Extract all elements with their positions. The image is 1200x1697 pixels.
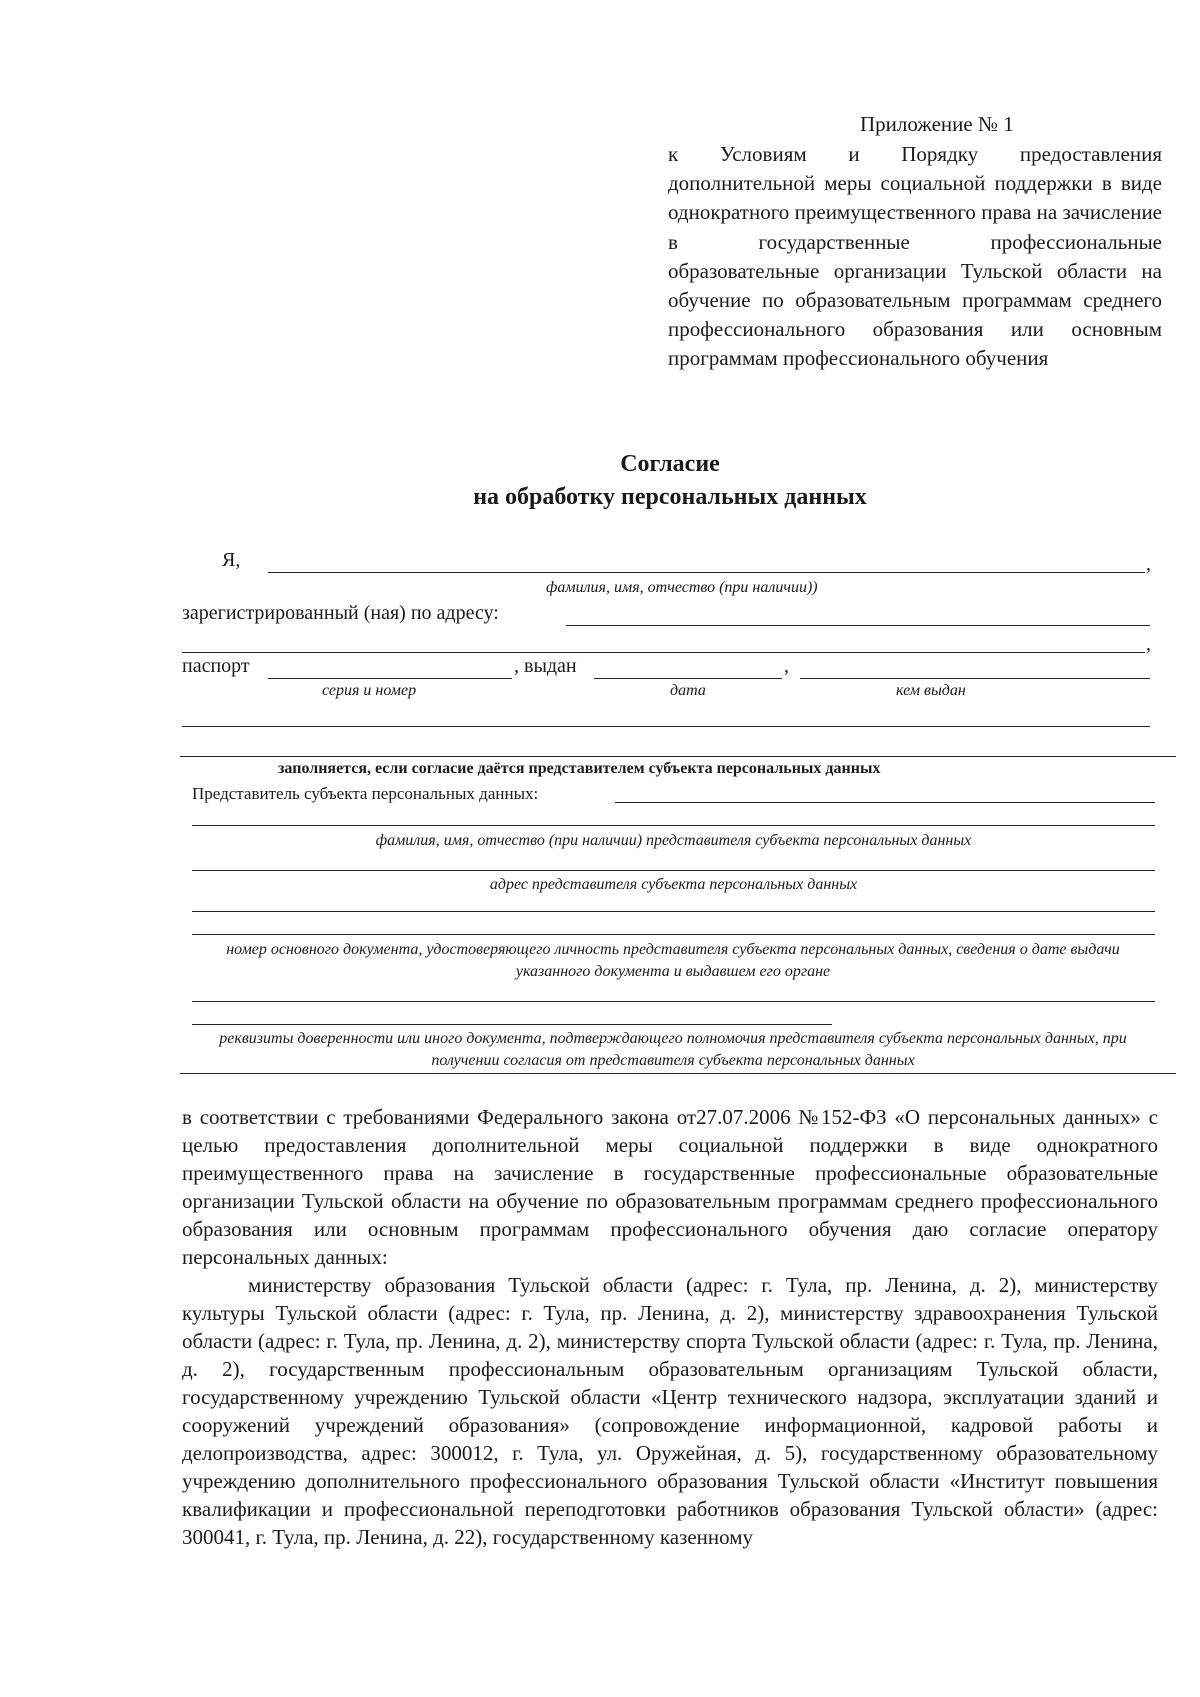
representative-address-field[interactable] [192, 870, 1155, 871]
appendix-title: Приложение № 1 [860, 112, 1014, 136]
series-caption: серия и номер [322, 682, 417, 699]
fio-comma: , [1146, 553, 1151, 575]
fio-field[interactable] [268, 572, 1145, 573]
representative-document-field-line2[interactable] [192, 934, 1155, 935]
representative-power-field-line2[interactable] [192, 1024, 832, 1025]
passport-series-field[interactable] [268, 678, 512, 679]
consent-paragraph: в соответствии с требованиями Федерального закона от27.07.2006 №152-ФЗ «О персональных данных» с целью предоставления дополнительной меры социальной поддержки в виде однократного преимущественного права на зачисление в государственные профессиональные образовательные организации Тульской области на обучение по образовательным программам среднего профессионального образования или основным программам профессионального обучения даю согласие оператору персональных данных: [182, 1105, 1158, 1269]
address-field[interactable] [566, 625, 1150, 626]
representative-power-caption: реквизиты доверенности или иного документа, подтверждающего полномочия представителя субъекта персональных данных, при получении согласия от представителя субъекта персональных данных [219, 1030, 1127, 1069]
representative-heading: заполняется, если согласие даётся представителем субъекта персональных данных [278, 760, 881, 777]
fio-caption: фамилия, имя, отчество (при наличии)) [546, 579, 818, 596]
passport-date-field[interactable] [594, 678, 782, 679]
representative-fio-caption: фамилия, имя, отчество (при наличии) представителя субъекта персональных данных [375, 832, 972, 849]
passport-issuer-field[interactable] [800, 678, 1150, 679]
passport-issuer-field-line2[interactable] [182, 726, 1150, 727]
representative-document-field[interactable] [192, 911, 1155, 912]
operators-paragraph: министерству образования Тульской области (адрес: г. Тула, пр. Ленина, д. 2), министерству культуры Тульской области (адрес: г. Тула, пр. Ленина, д. 2), министерству здравоохранения Тульской области (адрес: г. Тула, пр. Ленина, д. 2), министерству спорта Тульской области (адрес: г. Тула, пр. Ленина, д. 2), государственным профессиональным образовательным организациям Тульской области, государственному учреждению Тульской области «Центр технического надзора, эксплуатации зданий и сооружений учреждений образования» (сопровождение информационной, кадровой работы и делопроизводства, адрес: 300012, г. Тула, ул. Оружейная, д. 5), государственному образовательному учреждению дополнительного профессионального образования Тульской области «Институт повышения квалификации и профессиональной переподготовки работников образования Тульской области» (адрес: 300041, г. Тула, пр. Ленина, д. 22), государственному казенному [182, 1273, 1158, 1549]
issuer-caption: кем выдан [896, 682, 966, 699]
address-label: зарегистрированный (ная) по адресу: [182, 602, 499, 624]
date-caption: дата [670, 682, 706, 699]
document-title: Согласие [620, 451, 720, 477]
issued-label: , выдан [514, 655, 577, 677]
representative-power-field[interactable] [192, 1001, 1155, 1002]
representative-field[interactable] [615, 802, 1155, 803]
i-label: Я, [222, 549, 241, 571]
passport-label: паспорт [182, 655, 250, 677]
document-subtitle: на обработку персональных данных [473, 484, 867, 510]
representative-bottom-rule [180, 1073, 1176, 1074]
representative-address-caption: адрес представителя субъекта персональных данных [489, 876, 858, 893]
appendix-description: к Условиям и Порядку предоставления дополнительной меры социальной поддержки в виде однократного преимущественного права на зачисление в государственные профессиональные образовательные организации Тульской области на обучение по образовательным программам среднего профессионального образования или основным программам профессионального обучения [668, 142, 1162, 371]
date-comma: , [784, 655, 789, 677]
representative-document-caption: номер основного документа, удостоверяющего личность представителя субъекта персональных данных, сведения о дате выдачи указанного документа и выдавшем его органе [226, 941, 1120, 980]
address-comma: , [1146, 633, 1151, 655]
representative-fio-field[interactable] [192, 825, 1155, 826]
address-field-line2[interactable] [182, 652, 1145, 653]
representative-top-rule [180, 756, 1176, 757]
representative-label: Представитель субъекта персональных данных: [192, 784, 539, 803]
